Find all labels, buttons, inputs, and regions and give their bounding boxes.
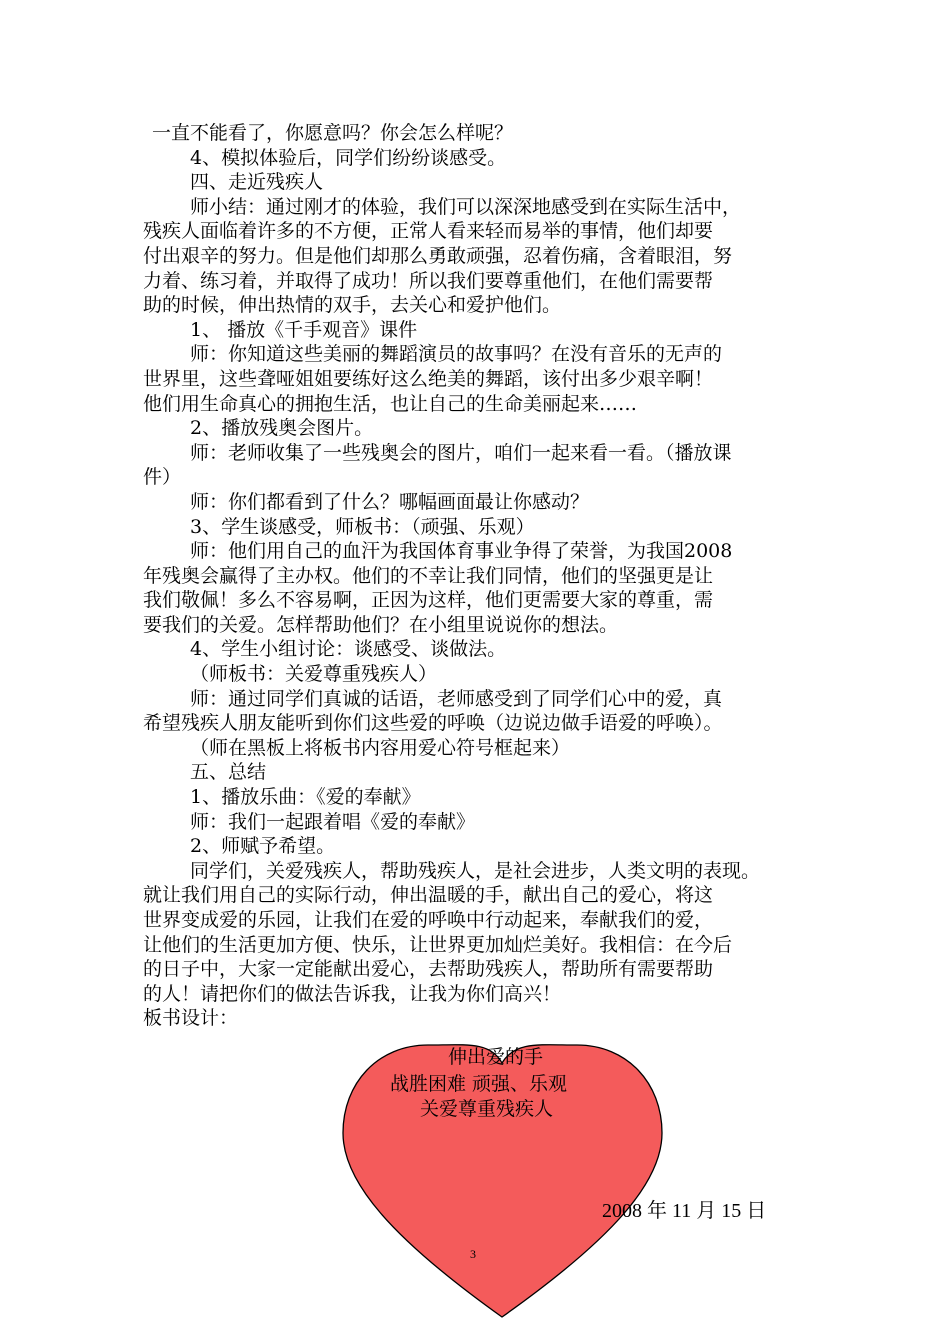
date-text: 2008 年 11 月 15 日 xyxy=(602,1200,767,1222)
page-number: 3 xyxy=(470,1247,476,1261)
text-line: 我们敬佩！多么不容易啊，正因为这样，他们更需要大家的尊重，需 xyxy=(143,589,714,612)
text-line: 残疾人面临着许多的不方便，正常人看来轻而易举的事情，他们却要 xyxy=(143,220,714,243)
text-line: 让他们的生活更加方便、快乐，让世界更加灿烂美好。我相信：在今后 xyxy=(143,933,733,956)
text-line: 同学们，关爱残疾人，帮助残疾人，是社会进步，人类文明的表现。 xyxy=(190,859,761,882)
text-line: 4、学生小组讨论：谈感受、谈做法。 xyxy=(190,638,507,661)
text-line: （师板书：关爱尊重残疾人） xyxy=(190,663,438,686)
text-line: 的人！请把你们的做法告诉我，让我为你们高兴！ xyxy=(143,982,562,1005)
text-line: 希望残疾人朋友能听到你们这些爱的呼唤（边说边做手语爱的呼唤）。 xyxy=(143,712,723,735)
text-line: 世界里，这些聋哑姐姐要练好这么绝美的舞蹈，该付出多少艰辛啊！ xyxy=(143,367,714,390)
text-line: 一直不能看了，你愿意吗？你会怎么样呢？ xyxy=(152,122,514,144)
text-line: 4、模拟体验后，同学们纷纷谈感受。 xyxy=(190,146,507,169)
text-line: 力着、练习着，并取得了成功！所以我们要尊重他们，在他们需要帮 xyxy=(143,269,714,292)
text-line: 1、播放乐曲：《爱的奉献》 xyxy=(190,786,421,809)
text-line: 师：你们都看到了什么？哪幅画面最让你感动？ xyxy=(190,490,590,513)
section-heading: 四、走近残疾人 xyxy=(190,171,324,194)
section-heading: 五、总结 xyxy=(190,761,267,784)
text-line: 要我们的关爱。怎样帮助他们？在小组里说说你的想法。 xyxy=(143,613,619,636)
board-design-label: 板书设计： xyxy=(143,1007,239,1030)
text-line: 就让我们用自己的实际行动，伸出温暖的手，献出自己的爱心，将这 xyxy=(143,884,714,907)
text-line: 师：老师收集了一些残奥会的图片，咱们一起来看一看。（播放课 xyxy=(190,441,732,464)
text-line: 助的时候，伸出热情的双手，去关心和爱护他们。 xyxy=(143,294,562,317)
text-line: 师：通过同学们真诚的话语，老师感受到了同学们心中的爱，真 xyxy=(190,687,723,710)
text-line: 的日子中，大家一定能献出爱心，去帮助残疾人，帮助所有需要帮助 xyxy=(143,958,714,981)
text-line: 师：他们用自己的血汗为我国体育事业争得了荣誉，为我国2008 xyxy=(190,540,733,563)
board-line-1: 伸出爱的手 xyxy=(448,1046,544,1068)
text-line: 世界变成爱的乐园，让我们在爱的呼唤中行动起来，奉献我们的爱， xyxy=(143,909,714,931)
text-line: 师：你知道这些美丽的舞蹈演员的故事吗？在没有音乐的无声的 xyxy=(190,343,723,366)
text-line: 3、学生谈感受，师板书：（顽强、乐观） xyxy=(190,515,535,538)
text-line: （师在黑板上将板书内容用爱心符号框起来） xyxy=(190,736,571,759)
text-line: 2、师赋予希望。 xyxy=(190,835,336,858)
text-line: 师小结：通过刚才的体验，我们可以深深地感受到在实际生活中， xyxy=(190,195,742,218)
board-line-2: 战胜困难 顽强、乐观 xyxy=(390,1073,568,1095)
text-line: 师：我们一起跟着唱《爱的奉献》 xyxy=(190,810,476,833)
text-line: 他们用生命真心的拥抱生活，也让自己的生命美丽起来…… xyxy=(143,392,638,415)
board-line-3: 关爱尊重残疾人 xyxy=(420,1098,554,1120)
text-line: 年残奥会赢得了主办权。他们的不幸让我们同情，他们的坚强更是让 xyxy=(143,564,714,587)
text-line: 1、 播放《千手观音》课件 xyxy=(190,318,418,341)
lesson-text xyxy=(143,121,823,1031)
text-line: 2、播放残奥会图片。 xyxy=(190,417,374,440)
text-line: 付出艰辛的努力。但是他们却那么勇敢顽强，忍着伤痛，含着眼泪，努 xyxy=(143,244,733,267)
text-line: 件） xyxy=(143,466,182,489)
